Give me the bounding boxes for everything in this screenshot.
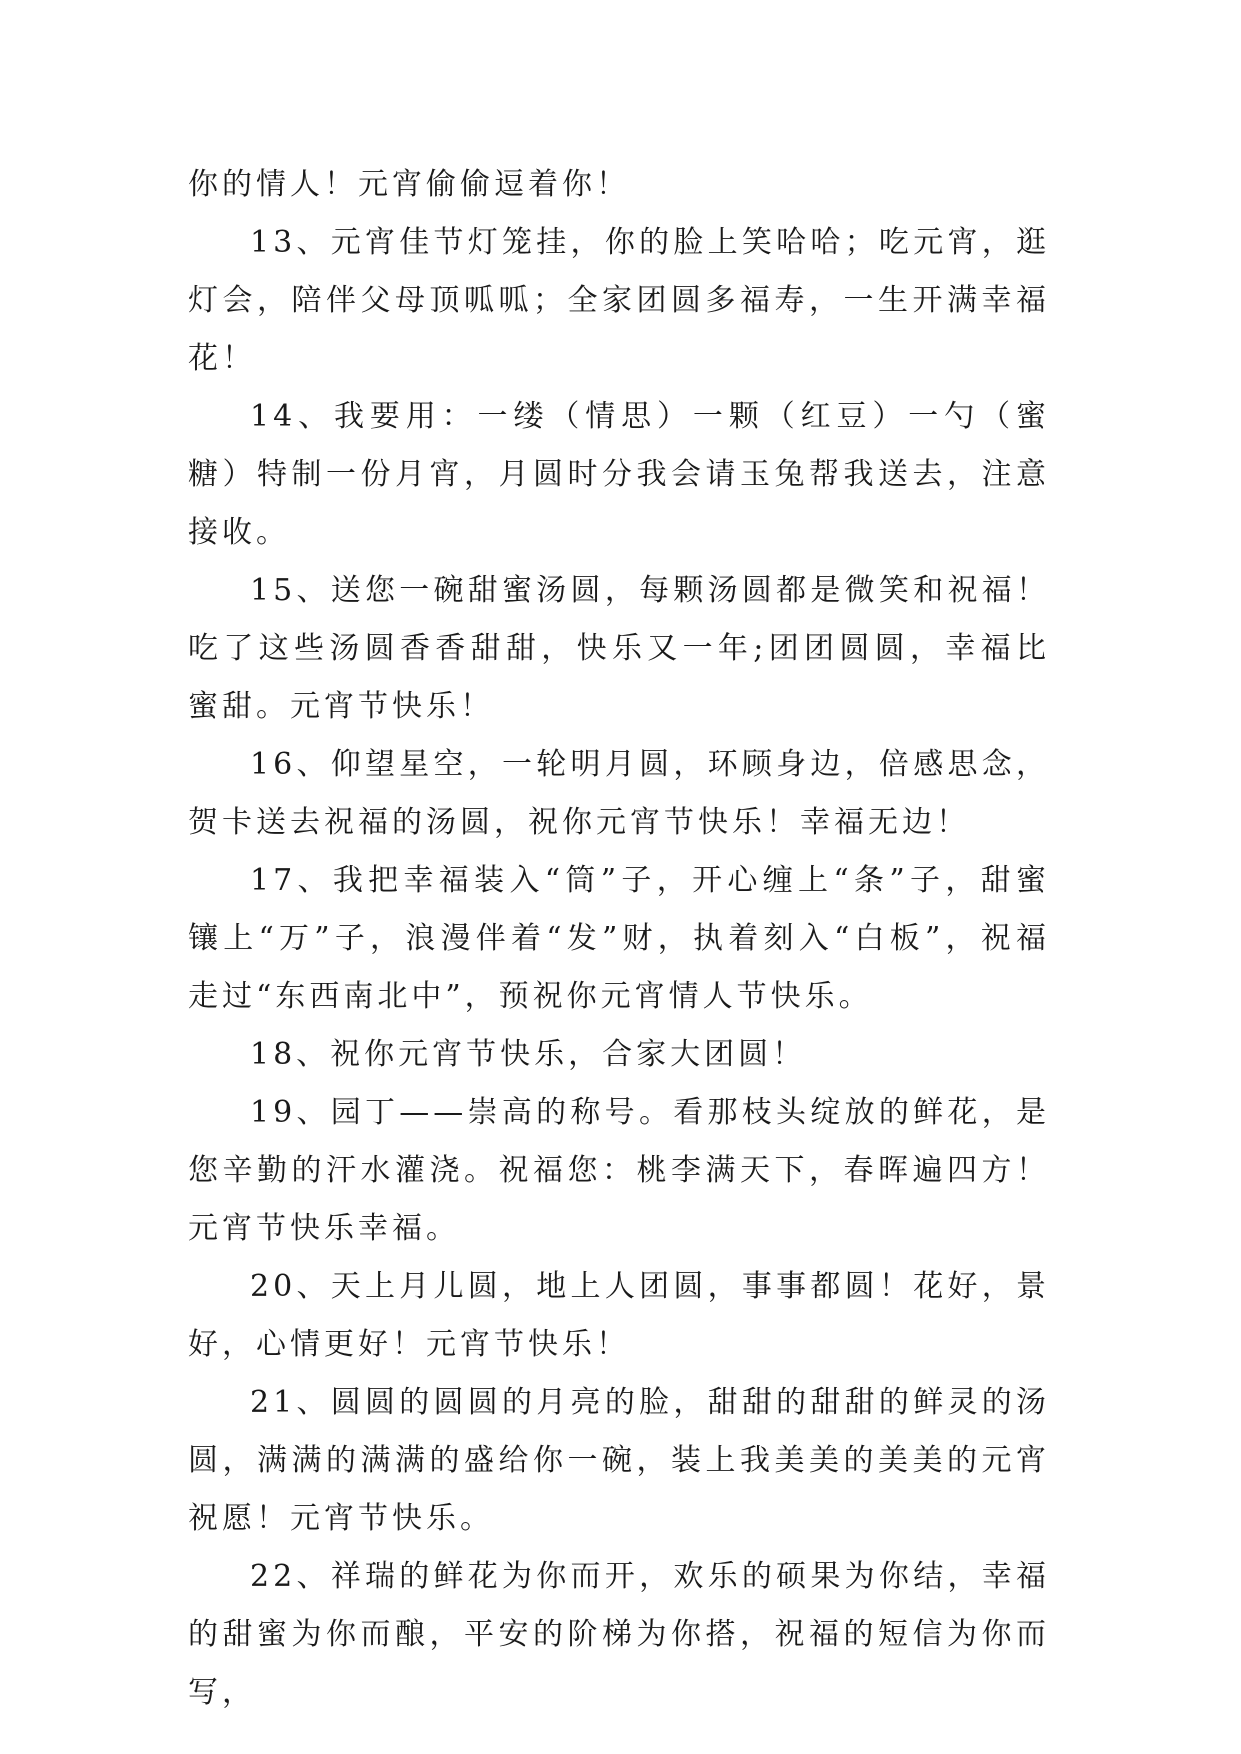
paragraph-22: 22、祥瑞的鲜花为你而开，欢乐的硕果为你结，幸福的甜蜜为你而酿，平安的阶梯为你搭，祝福的短信为你而写，	[188, 1559, 1050, 1710]
paragraph-21: 21、圆圆的圆圆的月亮的脸，甜甜的甜甜的鲜灵的汤圆，满满的满满的盛给你一碗，装上我美美的美美的元宵祝愿！元宵节快乐。	[188, 1385, 1050, 1536]
paragraph-16: 16、仰望星空，一轮明月圆，环顾身边，倍感思念，贺卡送去祝福的汤圆，祝你元宵节快乐！幸福无边！	[188, 747, 1050, 840]
paragraph-19: 19、园丁——崇高的称号。看那枝头绽放的鲜花，是您辛勤的汗水灌浇。祝福您：桃李满天下，春晖遍四方！元宵节快乐幸福。	[188, 1095, 1050, 1246]
paragraph-18: 18、祝你元宵节快乐，合家大团圆！	[250, 1037, 807, 1072]
paragraph-continuation: 你的情人！元宵偷偷逗着你！	[188, 167, 630, 202]
paragraph-15: 15、送您一碗甜蜜汤圆，每颗汤圆都是微笑和祝福！吃了这些汤圆香香甜甜，快乐又一年;团团圆圆，幸福比蜜甜。元宵节快乐！	[188, 573, 1050, 724]
paragraph-20: 20、天上月儿圆，地上人团圆，事事都圆！花好，景好，心情更好！元宵节快乐！	[188, 1269, 1050, 1362]
paragraph-13: 13、元宵佳节灯笼挂，你的脸上笑哈哈；吃元宵，逛灯会，陪伴父母顶呱呱；全家团圆多福寿，一生开满幸福花！	[188, 225, 1050, 376]
document-body	[188, 156, 1050, 1722]
paragraph-17: 17、我把幸福装入“筒”子，开心缠上“条”子，甜蜜镶上“万”子，浪漫伴着“发”财，执着刻入“白板”，祝福走过“东西南北中”，预祝你元宵情人节快乐。	[188, 863, 1050, 1014]
paragraph-14: 14、我要用：一缕（情思）一颗（红豆）一勺（蜜糖）特制一份月宵，月圆时分我会请玉兔帮我送去，注意接收。	[188, 399, 1050, 550]
